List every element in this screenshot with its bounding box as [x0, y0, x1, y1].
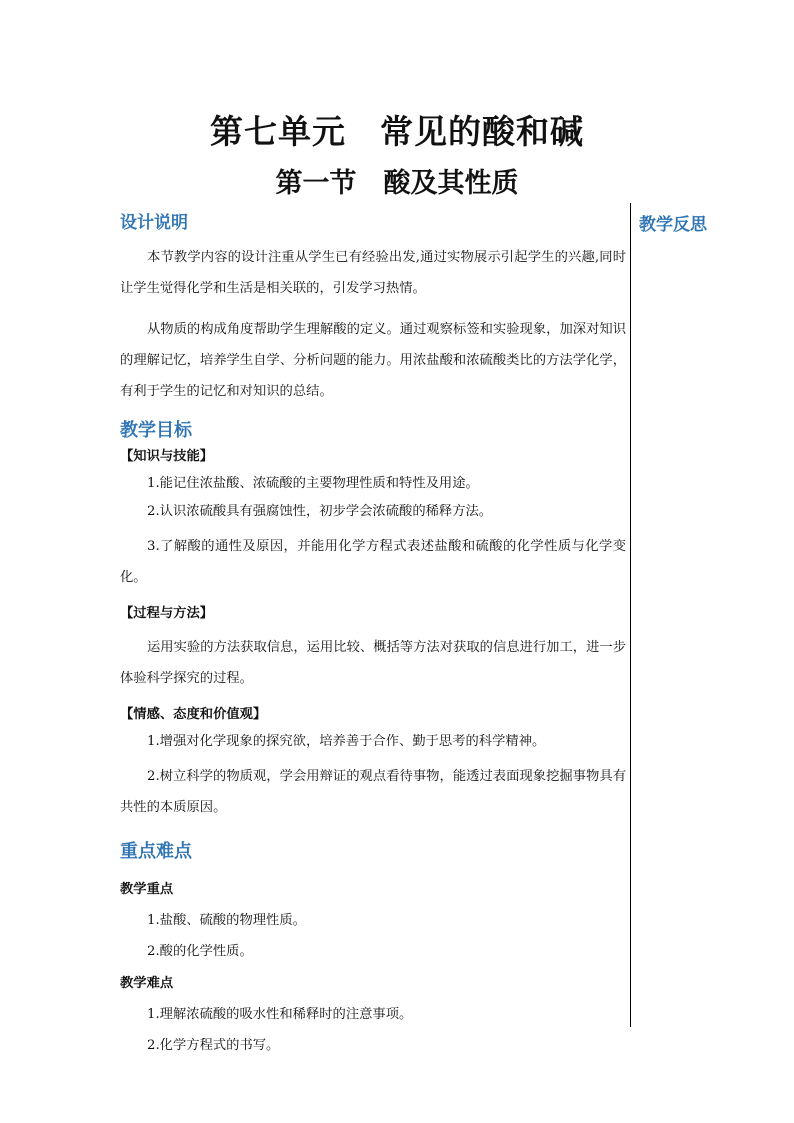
knowledge-item-3: 3.了解酸的通性及原因，并能用化学方程式表述盐酸和硫酸的化学性质与化学变化。: [120, 539, 626, 585]
focus-item-1: 1.盐酸、硫酸的物理性质。: [147, 913, 306, 928]
knowledge-item-1: 1.能记住浓盐酸、浓硫酸的主要物理性质和特性及用途。: [147, 476, 479, 491]
knowledge-item-2: 2.认识浓硫酸具有强腐蚀性，初步学会浓硫酸的稀释方法。: [147, 504, 493, 519]
emotion-item-1: 1.增强对化学现象的探究欲，培养善于合作、勤于思考的科学精神。: [147, 734, 546, 749]
focus-item-2: 2.酸的化学性质。: [147, 944, 253, 959]
difficulty-item-1: 1.理解浓硫酸的吸水性和稀释时的注意事项。: [147, 1007, 413, 1022]
keypoints-heading: 重点难点: [120, 841, 192, 862]
main-column: [120, 208, 626, 1061]
goals-heading: 教学目标: [120, 420, 192, 441]
process-label: 【过程与方法】: [120, 606, 214, 621]
design-paragraph-2: 从物质的构成角度帮助学生理解酸的定义。通过观察标签和实验现象，加深对知识的理解记忆，培养学生自学、分析问题的能力。用浓盐酸和浓硫酸类比的方法学化学，有利于学生的记忆和对知识的总结。: [120, 322, 626, 399]
focus-label: 教学重点: [120, 882, 174, 897]
section-title: 第一节 酸及其性质: [275, 168, 519, 199]
difficulty-label: 教学难点: [120, 976, 174, 991]
design-heading: 设计说明: [120, 213, 188, 233]
reflection-heading: 教学反思: [639, 215, 707, 235]
difficulty-item-2: 2.化学方程式的书写。: [147, 1038, 280, 1053]
emotion-item-2: 2.树立科学的物质观，学会用辩证的观点看待事物，能透过表面现象挖掘事物具有共性的本质原因。: [120, 769, 626, 815]
unit-title: 第七单元 常见的酸和碱: [210, 112, 584, 151]
column-divider: [630, 203, 631, 1027]
knowledge-label: 【知识与技能】: [120, 449, 214, 464]
process-text: 运用实验的方法获取信息，运用比较、概括等方法对获取的信息进行加工，进一步体验科学探究的过程。: [120, 640, 626, 686]
design-paragraph-1: 本节教学内容的设计注重从学生已有经验出发,通过实物展示引起学生的兴趣,同时让学生觉得化学和生活是相关联的，引发学习热情。: [120, 250, 626, 296]
emotion-label: 【情感、态度和价值观】: [120, 707, 267, 722]
